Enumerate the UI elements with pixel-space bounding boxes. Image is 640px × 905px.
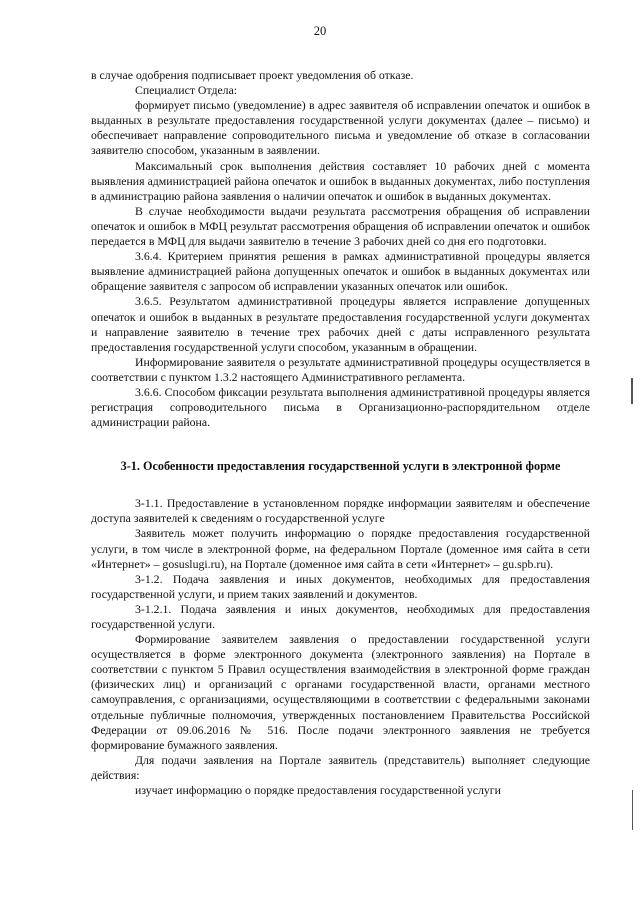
page-number: 20 xyxy=(313,24,327,38)
paragraph: Для подачи заявления на Портале заявитель (представитель) выполняет следующие действия: xyxy=(91,752,590,782)
scan-edge-mark xyxy=(631,378,633,404)
paragraph: В случае необходимости выдачи результата рассмотрения обращения об исправлении опечаток и ошибок в МФЦ результат рассмотрения обращения об исправлении опечаток и ошибок передается в МФЦ для выдачи заявителю в течение 3 рабочих дней со дня его подготовки. xyxy=(91,203,590,249)
paragraph: Специалист Отдела: xyxy=(135,83,238,98)
section-heading: 3-1. Особенности предоставления государственной услуги в электронной форме xyxy=(120,459,561,474)
paragraph: 3.6.5. Результатом административной процедуры является исправление допущенных опечаток и ошибок в выданных в результате предоставления государственной услуги документах и направление заявителю в течение трех рабочих дней с даты исправленного результата предоставления государственной услуги способом, указанным в обращении. xyxy=(91,294,590,354)
paragraph: 3-1.1. Предоставление в установленном порядке информации заявителям и обеспечение доступа заявителей к сведениям о государственной услуге xyxy=(91,496,590,526)
paragraph: 3.6.6. Способом фиксации результата выполнения административной процедуры является регистрация сопроводительного письма в Организационно-распорядительном отделе администрации района. xyxy=(91,384,590,430)
scan-edge-mark xyxy=(632,790,633,830)
paragraph: Информирование заявителя о результате административной процедуры осуществляется в соответствии с пунктом 1.3.2 настоящего Административного регламента. xyxy=(91,354,590,384)
paragraph: 3.6.4. Критерием принятия решения в рамках административной процедуры является выявление администрацией района допущенных опечаток и ошибок в выданных документах или обращение заявителя с запросом об исправлении указанных опечаток или ошибок. xyxy=(91,249,590,294)
paragraph: 3-1.2. Подача заявления и иных документов, необходимых для предоставления государственной услуги, и прием таких заявлений и документов. xyxy=(91,571,590,601)
paragraph: Максимальный срок выполнения действия составляет 10 рабочих дней с момента выявления администрацией района опечаток и ошибок в выданных документах, либо поступления в администрацию района заявления о наличии опечаток и ошибок в выданных документах. xyxy=(91,158,590,203)
paragraph: 3-1.2.1. Подача заявления и иных документов, необходимых для предоставления государственной услуги. xyxy=(91,601,590,631)
paragraph: изучает информацию о порядке предоставления государственной услуги xyxy=(135,783,501,798)
paragraph: в случае одобрения подписывает проект уведомления об отказе. xyxy=(91,68,414,82)
paragraph: Заявитель может получить информацию о порядке предоставления государственной услуги, в том числе в электронной форме, на федеральном Портале (доменное имя сайта в сети «Интернет» – gosuslugi.ru), на Портале (доменное имя сайта в сети «Интернет» – gu.spb.ru). xyxy=(91,526,590,571)
document-body xyxy=(91,68,590,798)
paragraph: Формирование заявителем заявления о предоставлении государственной услуги осуществляется в форме электронного документа (электронного заявления) на Портале в соответствии с пунктом 5 Правил осуществления взаимодействия в электронной форме граждан (физических лиц) и организаций с органами государственной власти, органами местного самоуправления, с организациями, осуществляющими в соответствии с федеральными законами отдельные публичные полномочия, утвержденных постановлением Правительства Российской Федерации от 09.06.2016 № 516. После подачи электронного заявления не требуется формирование бумажного заявления. xyxy=(91,632,590,752)
paragraph: формирует письмо (уведомление) в адрес заявителя об исправлении опечаток и ошибок в выданных в результате предоставления государственной услуги документах (далее – письмо) и обеспечивает направление сопроводительного письма и уведомление об отказе в согласовании заявителю способом, указанным в заявлении. xyxy=(91,98,590,158)
